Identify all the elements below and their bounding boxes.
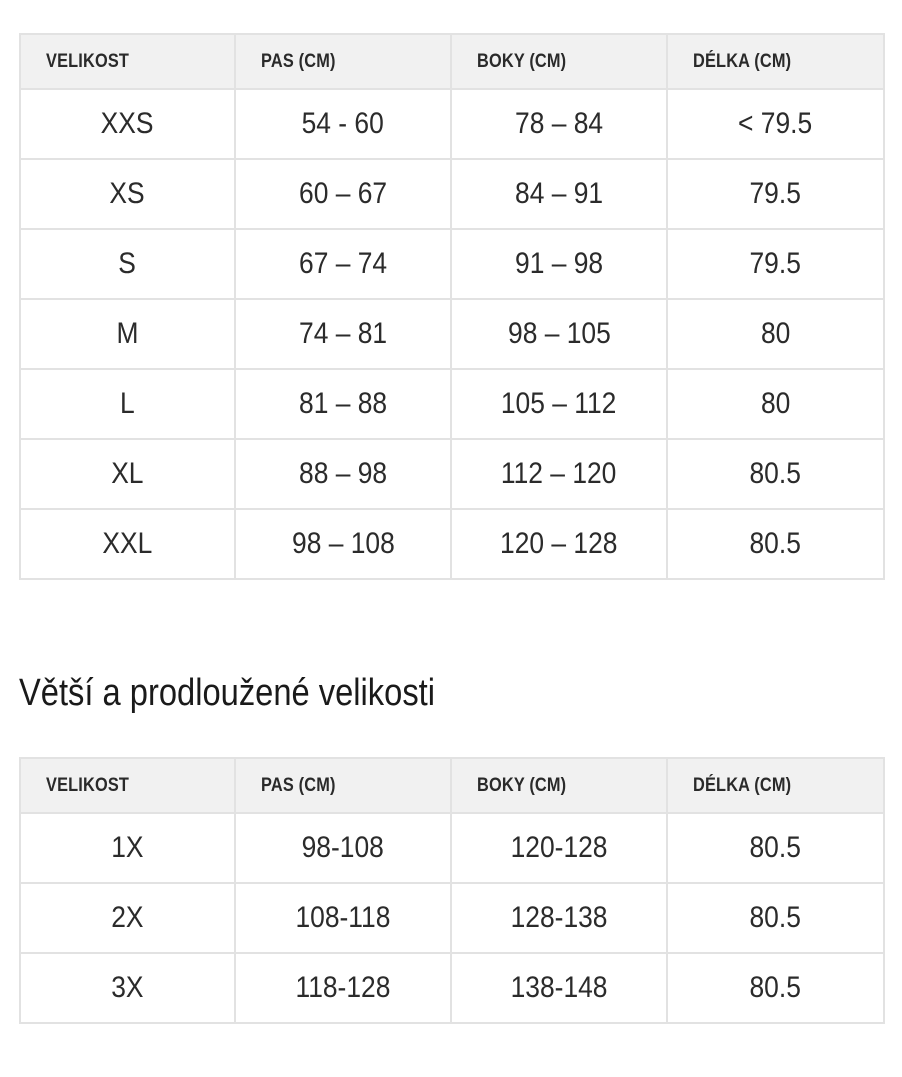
table-row <box>20 439 884 509</box>
size-cell: XS <box>20 159 235 229</box>
table-row <box>20 89 884 159</box>
size-table-plus <box>19 757 885 1024</box>
table-row <box>20 813 884 883</box>
length-cell: 79.5 <box>667 159 884 229</box>
waist-cell: 118-128 <box>235 953 451 1023</box>
table-row <box>20 369 884 439</box>
size-cell: S <box>20 229 235 299</box>
table-row <box>20 229 884 299</box>
length-cell: < 79.5 <box>667 89 884 159</box>
length-cell: 80.5 <box>667 439 884 509</box>
hips-cell: 91 – 98 <box>451 229 667 299</box>
size-cell: XXL <box>20 509 235 579</box>
length-cell: 80 <box>667 369 884 439</box>
table-row <box>20 159 884 229</box>
hips-cell: 78 – 84 <box>451 89 667 159</box>
table-row <box>20 299 884 369</box>
size-cell: XXS <box>20 89 235 159</box>
header-hips: BOKY (CM) <box>451 34 667 89</box>
hips-cell: 105 – 112 <box>451 369 667 439</box>
size-cell: M <box>20 299 235 369</box>
size-cell: 3X <box>20 953 235 1023</box>
size-cell: 2X <box>20 883 235 953</box>
hips-cell: 120 – 128 <box>451 509 667 579</box>
waist-cell: 74 – 81 <box>235 299 451 369</box>
header-length: DÉLKA (CM) <box>667 758 884 813</box>
waist-cell: 88 – 98 <box>235 439 451 509</box>
hips-cell: 112 – 120 <box>451 439 667 509</box>
length-cell: 79.5 <box>667 229 884 299</box>
header-hips: BOKY (CM) <box>451 758 667 813</box>
length-cell: 80.5 <box>667 509 884 579</box>
size-cell: L <box>20 369 235 439</box>
header-waist: PAS (CM) <box>235 758 451 813</box>
header-length: DÉLKA (CM) <box>667 34 884 89</box>
length-cell: 80 <box>667 299 884 369</box>
header-size: VELIKOST <box>20 34 235 89</box>
header-size: VELIKOST <box>20 758 235 813</box>
length-cell: 80.5 <box>667 953 884 1023</box>
waist-cell: 60 – 67 <box>235 159 451 229</box>
size-cell: XL <box>20 439 235 509</box>
waist-cell: 54 - 60 <box>235 89 451 159</box>
waist-cell: 98 – 108 <box>235 509 451 579</box>
hips-cell: 84 – 91 <box>451 159 667 229</box>
hips-cell: 138-148 <box>451 953 667 1023</box>
waist-cell: 81 – 88 <box>235 369 451 439</box>
header-waist: PAS (CM) <box>235 34 451 89</box>
table-header-row <box>20 758 884 813</box>
hips-cell: 128-138 <box>451 883 667 953</box>
table-row <box>20 883 884 953</box>
table-row <box>20 509 884 579</box>
length-cell: 80.5 <box>667 883 884 953</box>
section-heading: Větší a prodloužené velikosti <box>19 672 436 714</box>
size-table-standard <box>19 33 885 580</box>
length-cell: 80.5 <box>667 813 884 883</box>
waist-cell: 108-118 <box>235 883 451 953</box>
waist-cell: 67 – 74 <box>235 229 451 299</box>
hips-cell: 120-128 <box>451 813 667 883</box>
hips-cell: 98 – 105 <box>451 299 667 369</box>
size-cell: 1X <box>20 813 235 883</box>
table-header-row <box>20 34 884 89</box>
waist-cell: 98-108 <box>235 813 451 883</box>
table-row <box>20 953 884 1023</box>
